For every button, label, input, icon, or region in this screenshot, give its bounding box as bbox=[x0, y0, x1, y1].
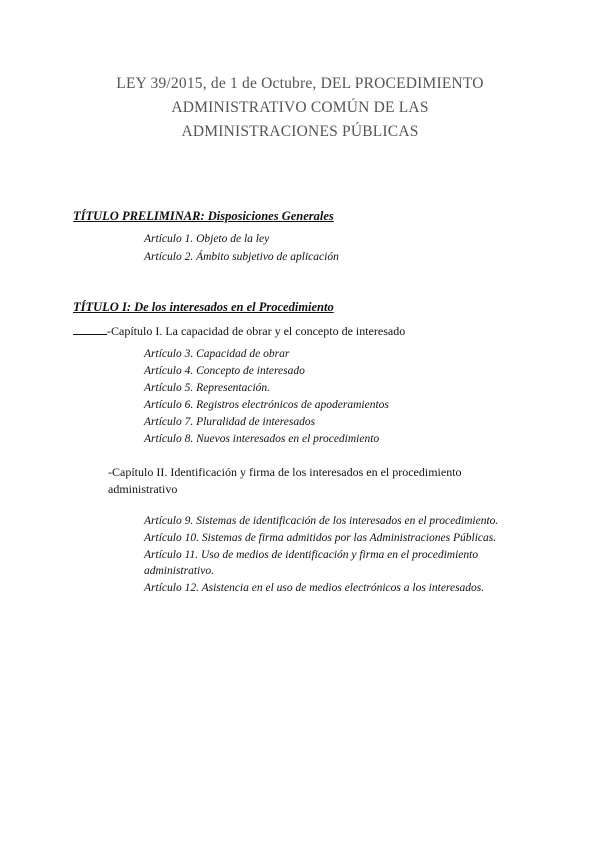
article-item: Artículo 3. Capacidad de obrar bbox=[144, 348, 290, 360]
blank-line bbox=[73, 322, 107, 335]
article-item: Artículo 1. Objeto de la ley bbox=[144, 233, 270, 245]
article-item: Artículo 7. Pluralidad de interesados bbox=[144, 416, 316, 428]
title-line: LEY 39/2015, de 1 de Octubre, DEL PROCEDIMIENTO bbox=[116, 75, 484, 92]
capitulo-1-label: -Capítulo I. La capacidad de obrar y el concepto de interesado bbox=[107, 324, 406, 338]
titulo-preliminar-heading: TÍTULO PRELIMINAR: Disposiciones Generales bbox=[73, 209, 334, 223]
title-line: ADMINISTRATIVO COMÚN DE LAS bbox=[171, 99, 429, 116]
capitulo-1-heading bbox=[73, 322, 405, 340]
article-item: Artículo 9. Sistemas de identificación de los interesados en el procedimiento. bbox=[144, 515, 499, 527]
capitulo-2-label: administrativo bbox=[108, 482, 178, 496]
titulo-1-heading: TÍTULO I: De los interesados en el Procedimiento bbox=[73, 300, 334, 314]
article-item: Artículo 8. Nuevos interesados en el procedimiento bbox=[144, 433, 380, 445]
capitulo-2-heading bbox=[108, 464, 548, 498]
capitulo-2-label: -Capítulo II. Identificación y firma de los interesados en el procedimiento bbox=[108, 465, 462, 479]
article-item: Artículo 10. Sistemas de firma admitidos por las Administraciones Públicas. bbox=[144, 532, 497, 544]
article-item: administrativo. bbox=[144, 565, 214, 577]
article-item: Artículo 11. Uso de medios de identificación y firma en el procedimiento bbox=[144, 549, 479, 561]
article-item: Artículo 2. Ámbito subjetivo de aplicación bbox=[144, 251, 339, 263]
article-item: Artículo 4. Concepto de interesado bbox=[144, 365, 305, 377]
title-line: ADMINISTRACIONES PÚBLICAS bbox=[181, 123, 419, 140]
article-item: Artículo 6. Registros electrónicos de apoderamientos bbox=[144, 399, 389, 411]
article-item: Artículo 5. Representación. bbox=[144, 382, 271, 394]
document-title bbox=[0, 72, 600, 144]
article-item: Artículo 12. Asistencia en el uso de medios electrónicos a los interesados. bbox=[144, 582, 485, 594]
